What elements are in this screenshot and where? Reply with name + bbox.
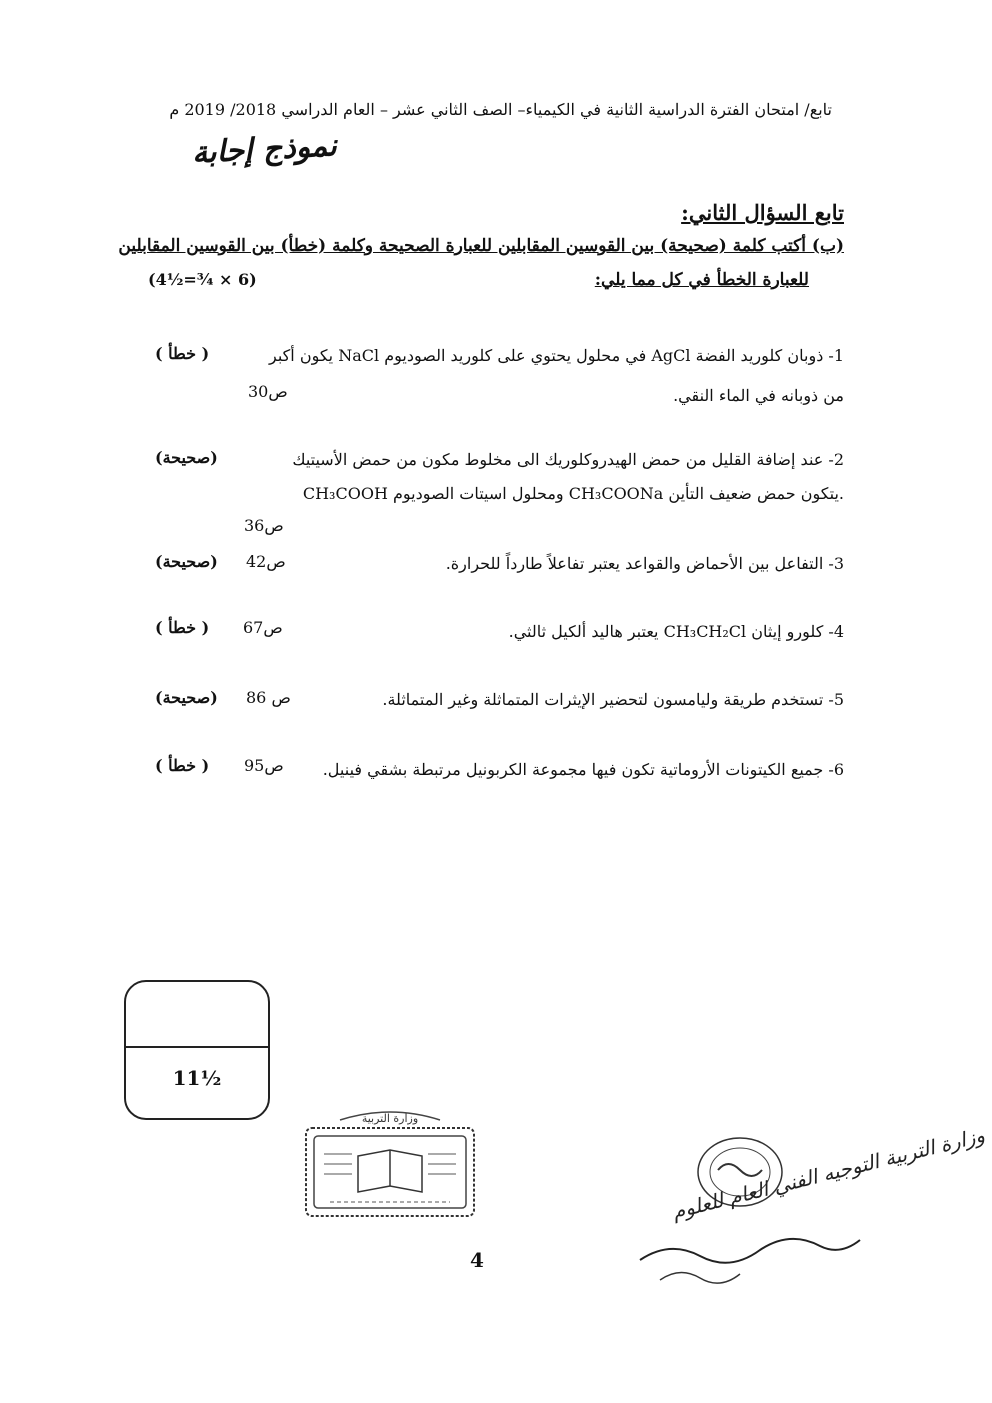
statement-1-page-ref: ص30 bbox=[248, 382, 288, 401]
stamp-text: وزارة التربية bbox=[361, 1112, 419, 1125]
statement-6-text: 6- جميع الكيتونات الأروماتية تكون فيها مجموعة الكربونيل مرتبطة بشقي فينيل. bbox=[322, 760, 844, 779]
statement-6-answer: ( خطأ ) bbox=[155, 756, 210, 775]
statement-3-text: 3- التفاعل بين الأحماض والقواعد يعتبر تفاعلاً طارداً للحرارة. bbox=[445, 554, 844, 573]
statement-1-line-2: من ذوبانه في الماء النقي. bbox=[673, 386, 844, 405]
score-value: 11½ bbox=[172, 1066, 222, 1090]
statement-3-answer: (صحيحة) bbox=[155, 552, 218, 571]
statement-4-page-ref: ص67 bbox=[243, 618, 283, 637]
instruction-line-1: (ب) أكتب كلمة (صحيحة) بين القوسين المقابلين للعبارة الصحيحة وكلمة (خطأ) بين القوسين المقابلين bbox=[118, 236, 844, 256]
score-box bbox=[124, 980, 270, 1120]
score-box-divider bbox=[124, 1046, 270, 1048]
exam-header: تابع/ امتحان الفترة الدراسية الثانية في الكيمياء– الصف الثاني عشر – العام الدراسي 2018/ 2019 م bbox=[169, 100, 832, 119]
statement-1-answer: ( خطأ ) bbox=[155, 344, 210, 363]
statement-5-answer: (صحيحة) bbox=[155, 688, 218, 707]
statement-1-line-1: 1- ذوبان كلوريد الفضة AgCl في محلول يحتوي على كلوريد الصوديوم NaCl يكون أكبر bbox=[269, 346, 844, 365]
statement-4-answer: ( خطأ ) bbox=[155, 618, 210, 637]
statement-5-page-ref: ص 86 bbox=[246, 688, 291, 707]
statement-2-page-ref: ص36 bbox=[244, 516, 284, 535]
statement-2-line-2: CH₃COOH ومحلول اسيتات الصوديوم CH₃COONa يتكون حمض ضعيف التأين. bbox=[302, 484, 844, 503]
statement-4-text: 4- كلورو إيثان CH₃CH₂Cl يعتبر هاليد ألكيل ثالثي. bbox=[508, 622, 844, 641]
statement-2-line-1: 2- عند إضافة القليل من حمض الهيدروكلوريك الى مخلوط مكون من حمض الأسيتيك bbox=[292, 450, 844, 469]
statement-3-page-ref: ص42 bbox=[246, 552, 286, 571]
seal-script-text: وزارة التربية التوجيه الفني العام للعلوم bbox=[669, 1122, 987, 1224]
section-title: تابع السؤال الثاني: bbox=[681, 200, 844, 225]
model-answer-title: نموذج إجابة bbox=[191, 128, 338, 171]
statement-5-text: 5- تستخدم طريقة وليامسون لتحضير الإيثرات المتماثلة وغير المتماثلة. bbox=[382, 690, 844, 709]
ministry-stamp bbox=[300, 1106, 480, 1222]
marks-allocation: (4½=¾ × 6) bbox=[148, 270, 257, 289]
statement-2-answer: (صحيحة) bbox=[155, 448, 218, 467]
instruction-line-2: للعبارة الخطأ في كل مما يلي: bbox=[594, 270, 809, 290]
page-number: 4 bbox=[470, 1248, 484, 1272]
statement-6-page-ref: ص95 bbox=[244, 756, 284, 775]
department-seal bbox=[620, 1110, 987, 1300]
